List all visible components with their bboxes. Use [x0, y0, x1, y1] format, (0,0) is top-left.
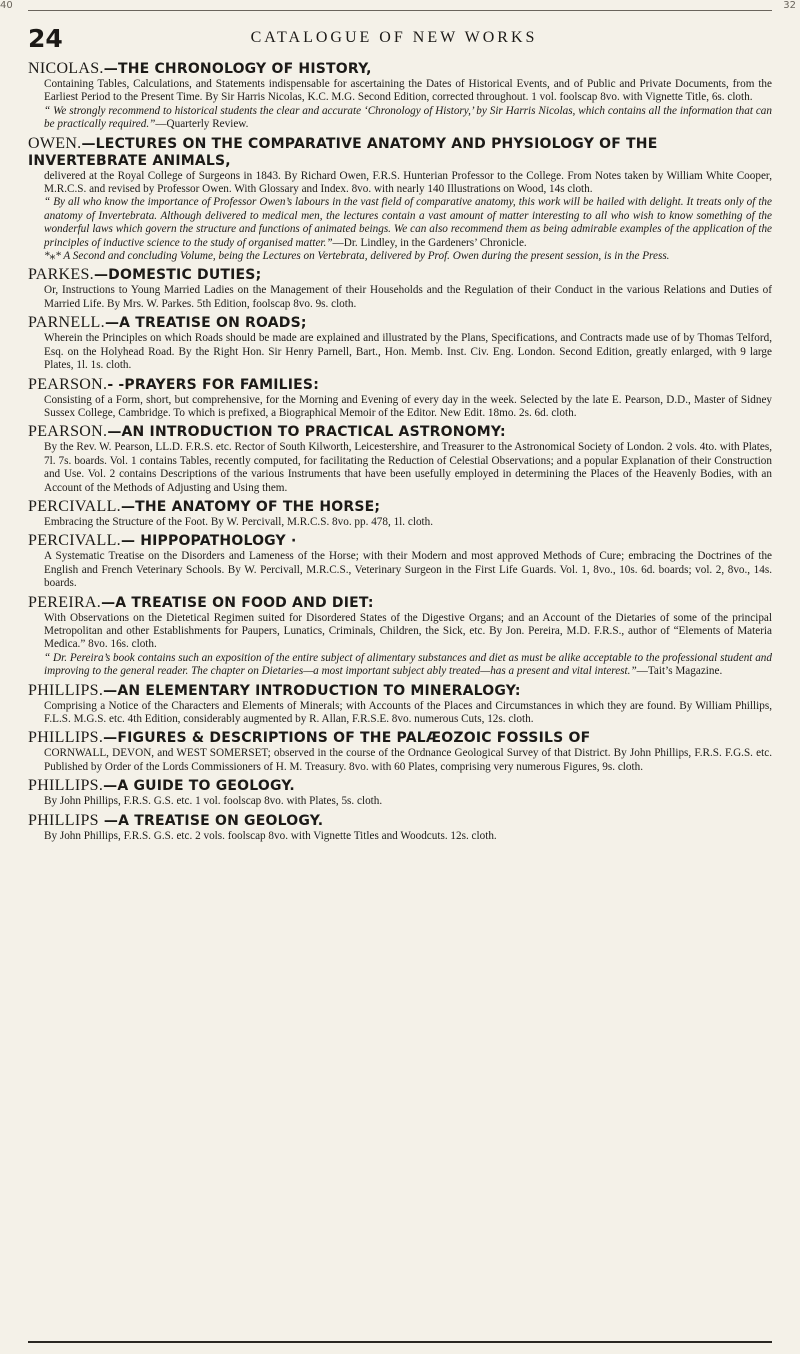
entry-description: Or, Instructions to Young Married Ladies on the Management of their Households and the Regulation of their Conduct in the various Relations and Duties of Married Life. By Mrs. W. Parkes. 5th Edition, foolscap 8vo. 9s. cloth. [44, 284, 772, 310]
entry-description: CORNWALL, DEVON, and WEST SOMERSET; observed in the course of the Ordnance Geological Survey of that District. By John Phillips, F.R.S. F.G.S. etc. Published by Order of the Lords Commissioners of H. M. Treasury. 8vo. with 60 Plates, comprising very numerous Figures, 9s. cloth. [44, 747, 772, 773]
entry-author: NICOLAS. [28, 60, 104, 77]
catalogue-entry [28, 266, 772, 311]
entry-heading [28, 812, 772, 830]
quote-text: “ Dr. Pereira’s book contains such an exposition of the entire subject of alimentary substances and diet as must be alike acceptable to the professional student and improving to the general reader. The chapter on Dietaries—a most important subject ably treated—has a present and vital interest.” [44, 651, 772, 678]
catalogue-entry [28, 314, 772, 372]
entry-heading [28, 135, 772, 170]
entry-review-quote [44, 196, 772, 250]
entry-description: Containing Tables, Calculations, and Statements indispensable for ascertaining the Dates of Historical Events, and of Public and Private Documents, from the Earliest Period to the Present Time. By Sir Harris Nicolas, K.C. M.G. Second Edition, corrected throughout. 1 vol. foolscap 8vo. with Vignette Title, 6s. cloth. [44, 78, 772, 104]
entry-title: —AN INTRODUCTION TO PRACTICAL ASTRONOMY: [107, 424, 506, 441]
entry-description: With Observations on the Dietetical Regimen suited for Disordered States of the Digestive Organs; and an Account of the Dietaries of some of the principal Metropolitan and other Establishments for Paupers, Lunatics, Criminals, Children, the Sick, etc. By Jon. Pereira, M.D. F.R.S., author of “Elements of Materia Medica.” 8vo. 16s. cloth. [44, 611, 772, 651]
entry-heading [28, 314, 772, 332]
page-header [28, 24, 760, 58]
entry-author: PEARSON. [28, 423, 108, 441]
entry-heading [28, 594, 772, 612]
entry-author: PERCIVALL. [28, 497, 121, 515]
entry-author: PEREIRA. [28, 593, 102, 611]
catalogue-entry [28, 812, 772, 843]
catalogue-entry [28, 682, 772, 727]
entry-title: —FIGURES & DESCRIPTIONS OF THE PALÆOZOIC FOSSILS OF [103, 730, 591, 747]
entry-description: Comprising a Notice of the Characters and Elements of Minerals; with Accounts of the Places and Circumstances in which they are found. By William Phillips, F.L.S. M.G.S. etc. 4th Edition, considerably augmented by R. Allan, F.R.S.E. 8vo. numerous Cuts, 12s. cloth. [44, 699, 772, 725]
corner-mark-right: 32 [783, 0, 796, 11]
corner-mark-left: 40 [0, 0, 13, 11]
entry-heading [28, 498, 772, 516]
entry-author: OWEN. [28, 134, 82, 152]
entry-author: PARNELL. [28, 314, 105, 332]
entry-author: PERCIVALL. [28, 532, 121, 550]
entry-heading [28, 532, 772, 550]
entry-title: —AN ELEMENTARY INTRODUCTION TO MINERALOGY: [103, 682, 521, 699]
entry-author: PARKES. [28, 266, 94, 284]
entry-heading [28, 682, 772, 700]
entry-heading [28, 423, 772, 441]
entry-description: Wherein the Principles on which Roads should be made are explained and illustrated by the Plans, Specifications, and Contracts made use of by Thomas Telford, Esq. on the Holyhead Road. By the Right Hon. Sir Henry Parnell, Bart., Hon. Memb. Inst. Civ. Eng. London. Second Edition, greatly enlarged, with 9 large Plates, 1l. 1s. cloth. [44, 332, 772, 372]
entry-title: - -PRAYERS FOR FAMILIES: [107, 376, 320, 393]
quote-source: —Quarterly Review. [155, 118, 249, 131]
entry-description: Consisting of a Form, short, but comprehensive, for the Morning and Evening of every day in the week. Selected by the late E. Pearson, D.D., Master of Sidney Sussex College, Cambridge. To which is prefixed, a Biographical Memoir of the Editor. New Edit. 18mo. 2s. 6d. cloth. [44, 393, 772, 419]
entry-author: PHILLIPS. [28, 729, 104, 747]
catalogue-entries [28, 60, 772, 846]
entry-title: —A TREATISE ON ROADS; [104, 315, 307, 332]
page-number: 24 [28, 24, 63, 53]
running-head: CATALOGUE OF NEW WORKS [250, 29, 538, 46]
entry-review-quote [44, 105, 772, 132]
catalogue-entry [28, 498, 772, 529]
catalogue-entry [28, 60, 772, 132]
entry-description: delivered at the Royal College of Surgeons in 1843. By Richard Owen, F.R.S. Hunterian Professor to the College. From Notes taken by William White Cooper, M.R.C.S. and revised by Professor Owen. With Glossary and Index. 8vo. with nearly 140 Illustrations on Wood, 14s cloth. [44, 169, 772, 196]
bottom-rule [28, 1341, 772, 1343]
catalogue-entry [28, 777, 772, 808]
entry-author: PHILLIPS [28, 811, 99, 829]
catalogue-entry [28, 729, 772, 774]
entry-heading [28, 266, 772, 284]
entry-note: *⁎* A Second and concluding Volume, being the Lectures on Vertebrata, delivered by Prof. Owen during the present session, is in the Press. [44, 250, 670, 263]
entry-description: By John Phillips, F.R.S. G.S. etc. 2 vols. foolscap 8vo. with Vignette Titles and Woodcuts. 12s. cloth. [44, 829, 497, 842]
entry-description: A Systematic Treatise on the Disorders and Lameness of the Horse; with their Modern and most approved Methods of Cure; embracing the Doctrines of the English and French Veterinary Schools. By W. Percivall, M.R.C.S., Veterinary Surgeon in the First Life Guards. Vol. 1, 8vo., 10s. 6d. boards; vol. 2, 8vo., 14s. boards. [44, 550, 772, 590]
entry-description: By the Rev. W. Pearson, LL.D. F.R.S. etc. Rector of South Kilworth, Leicestershire, and Treasurer to the Astronomical Society of London. 2 vols. 4to. with Plates, 7l. 7s. boards. Vol. 1 contains Tables, recently computed, for facilitating the Reduction of Celestial Observations; and a popular Explanation of their Construction and Use. Vol. 2 contains Descriptions of the various Instruments that have been usefully employed in determining the Places of the Heavenly Bodies, with an Account of the Methods of Adjusting and Using them. [44, 441, 772, 494]
entry-title: —LECTURES ON THE COMPARATIVE ANATOMY AND PHYSIOLOGY OF THE INVERTEBRATE ANIMALS, [28, 135, 658, 169]
entry-heading [28, 729, 772, 747]
entry-heading [28, 376, 772, 394]
quote-text: “ We strongly recommend to historical students the clear and accurate ‘Chronology of History,’ by Sir Harris Nicolas, which contains all the information that can be practically required.” [44, 104, 772, 131]
entry-heading [28, 60, 772, 78]
entry-title: — HIPPOPATHOLOGY · [120, 533, 297, 550]
entry-description: Embracing the Structure of the Foot. By W. Percivall, M.R.C.S. 8vo. pp. 478, 1l. cloth. [44, 515, 434, 528]
entry-author: PHILLIPS. [28, 777, 104, 795]
entry-description: By John Phillips, F.R.S. G.S. etc. 1 vol. foolscap 8vo. with Plates, 5s. cloth. [44, 795, 383, 808]
catalogue-entry [28, 532, 772, 590]
quote-source: —Dr. Lindley, in the Gardeners’ Chronicle. [332, 236, 527, 249]
entry-author: PEARSON. [28, 375, 108, 393]
catalogue-entry [28, 376, 772, 421]
catalogue-entry [28, 135, 772, 264]
entry-title: —THE ANATOMY OF THE HORSE; [120, 498, 381, 515]
quote-source: —Tait’s Magazine. [636, 665, 723, 678]
catalogue-entry [28, 594, 772, 679]
entry-title: —A TREATISE ON GEOLOGY. [98, 812, 324, 829]
quote-text: “ By all who know the importance of Professor Owen’s labours in the vast field of comparative anatomy, this work will be hailed with delight. It treats only of the anatomy of Invertebrata. Although delivered to medical men, the lectures contain a vast amount of matter interesting to all who wish to know something of the wonderful laws which govern the structure and functions of animated beings. We can also recommend them as being admirable examples of the application of the principles of inductive science to the study of organised matter.” [44, 196, 772, 249]
entry-title: —DOMESTIC DUTIES; [93, 267, 262, 284]
entry-title: —A TREATISE ON FOOD AND DIET: [101, 594, 374, 611]
entry-heading [28, 777, 772, 795]
entry-author: PHILLIPS. [28, 681, 104, 699]
entry-title: —A GUIDE TO GEOLOGY. [103, 778, 295, 795]
catalogue-entry [28, 423, 772, 495]
top-rule [28, 10, 772, 11]
entry-title: —THE CHRONOLOGY OF HISTORY, [103, 61, 372, 77]
entry-review-quote [44, 652, 772, 679]
